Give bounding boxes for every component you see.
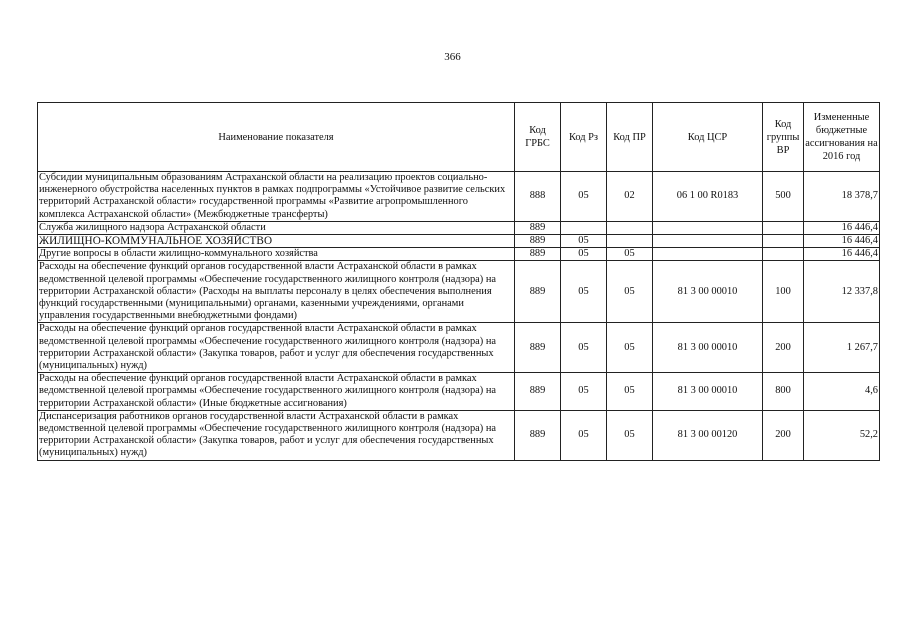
row-grbs: 889 bbox=[515, 221, 561, 234]
row-grbs: 889 bbox=[515, 323, 561, 373]
row-pr: 02 bbox=[607, 172, 653, 222]
row-vr: 500 bbox=[763, 172, 804, 222]
table-row bbox=[38, 172, 880, 222]
row-name: Другие вопросы в области жилищно-коммунального хозяйства bbox=[38, 248, 515, 261]
header-grbs: Код ГРБС bbox=[515, 103, 561, 172]
row-pr bbox=[607, 221, 653, 234]
row-pr: 05 bbox=[607, 410, 653, 460]
row-pr: 05 bbox=[607, 248, 653, 261]
header-amount: Измененные бюджетные ассигнования на 2016 год bbox=[804, 103, 880, 172]
row-csr bbox=[653, 221, 763, 234]
row-grbs: 889 bbox=[515, 373, 561, 411]
row-pr: 05 bbox=[607, 323, 653, 373]
header-csr: Код ЦСР bbox=[653, 103, 763, 172]
table-row bbox=[38, 373, 880, 411]
row-rz: 05 bbox=[561, 410, 607, 460]
row-csr bbox=[653, 248, 763, 261]
row-amount: 16 446,4 bbox=[804, 235, 880, 248]
row-name: Служба жилищного надзора Астраханской области bbox=[38, 221, 515, 234]
row-vr bbox=[763, 235, 804, 248]
row-amount: 12 337,8 bbox=[804, 261, 880, 323]
table-row bbox=[38, 410, 880, 460]
row-csr: 81 3 00 00120 bbox=[653, 410, 763, 460]
row-csr bbox=[653, 235, 763, 248]
row-amount: 1 267,7 bbox=[804, 323, 880, 373]
table-row bbox=[38, 248, 880, 261]
table-row bbox=[38, 235, 880, 248]
table-row bbox=[38, 323, 880, 373]
row-grbs: 889 bbox=[515, 261, 561, 323]
row-pr: 05 bbox=[607, 261, 653, 323]
row-vr bbox=[763, 248, 804, 261]
row-pr bbox=[607, 235, 653, 248]
row-vr: 800 bbox=[763, 373, 804, 411]
header-rz: Код Рз bbox=[561, 103, 607, 172]
header-vr: Код группы ВР bbox=[763, 103, 804, 172]
row-name: Диспансеризация работников органов государственной власти Астраханской области в рамках ведомственной целевой программы «Обеспечение государственного жилищного контроля (надзора) на территории Астраханской области» (Закупка товаров, работ и услуг для обеспечения государственных (муниципальных) нужд) bbox=[38, 410, 515, 460]
row-rz: 05 bbox=[561, 323, 607, 373]
row-grbs: 889 bbox=[515, 410, 561, 460]
row-pr: 05 bbox=[607, 373, 653, 411]
row-amount: 16 446,4 bbox=[804, 221, 880, 234]
row-vr: 200 bbox=[763, 323, 804, 373]
row-grbs: 888 bbox=[515, 172, 561, 222]
row-rz: 05 bbox=[561, 172, 607, 222]
row-csr: 81 3 00 00010 bbox=[653, 373, 763, 411]
row-name: Расходы на обеспечение функций органов государственной власти Астраханской области в рамках ведомственной целевой программы «Обеспечение государственного жилищного контроля (надзора) на территории Астраханской области» (Расходы на выплаты персоналу в целях обеспечения выполнения функций государственными (муниципальными) органами, казенными учреждениями, органами управления государственными внебюджетными фондами) bbox=[38, 261, 515, 323]
row-name: Расходы на обеспечение функций органов государственной власти Астраханской области в рамках ведомственной целевой программы «Обеспечение государственного жилищного контроля (надзора) на территории Астраханской области» (Иные бюджетные ассигнования) bbox=[38, 373, 515, 411]
row-amount: 4,6 bbox=[804, 373, 880, 411]
page-number: 366 bbox=[444, 51, 461, 63]
row-csr: 81 3 00 00010 bbox=[653, 323, 763, 373]
row-amount: 52,2 bbox=[804, 410, 880, 460]
row-vr: 100 bbox=[763, 261, 804, 323]
budget-table bbox=[37, 102, 880, 461]
row-amount: 18 378,7 bbox=[804, 172, 880, 222]
row-amount: 16 446,4 bbox=[804, 248, 880, 261]
row-vr bbox=[763, 221, 804, 234]
row-csr: 06 1 00 R0183 bbox=[653, 172, 763, 222]
row-rz: 05 bbox=[561, 248, 607, 261]
row-name: Субсидии муниципальным образованиям Астраханской области на реализацию проектов социально-инженерного обустройства населенных пунктов в рамках подпрограммы «Устойчивое развитие сельских территорий Астраханской области» государственной программы «Развитие агропромышленного комплекса Астраханской области» (Межбюджетные трансферты) bbox=[38, 172, 515, 222]
table-header-row bbox=[38, 103, 880, 172]
table-row bbox=[38, 261, 880, 323]
table-row bbox=[38, 221, 880, 234]
row-vr: 200 bbox=[763, 410, 804, 460]
row-name: ЖИЛИЩНО-КОММУНАЛЬНОЕ ХОЗЯЙСТВО bbox=[38, 235, 515, 248]
row-rz bbox=[561, 221, 607, 234]
row-grbs: 889 bbox=[515, 248, 561, 261]
row-rz: 05 bbox=[561, 235, 607, 248]
row-rz: 05 bbox=[561, 373, 607, 411]
row-grbs: 889 bbox=[515, 235, 561, 248]
header-name: Наименование показателя bbox=[38, 103, 515, 172]
row-rz: 05 bbox=[561, 261, 607, 323]
row-name: Расходы на обеспечение функций органов государственной власти Астраханской области в рамках ведомственной целевой программы «Обеспечение государственного жилищного контроля (надзора) на территории Астраханской области» (Закупка товаров, работ и услуг для обеспечения государственных (муниципальных) нужд) bbox=[38, 323, 515, 373]
row-csr: 81 3 00 00010 bbox=[653, 261, 763, 323]
header-pr: Код ПР bbox=[607, 103, 653, 172]
